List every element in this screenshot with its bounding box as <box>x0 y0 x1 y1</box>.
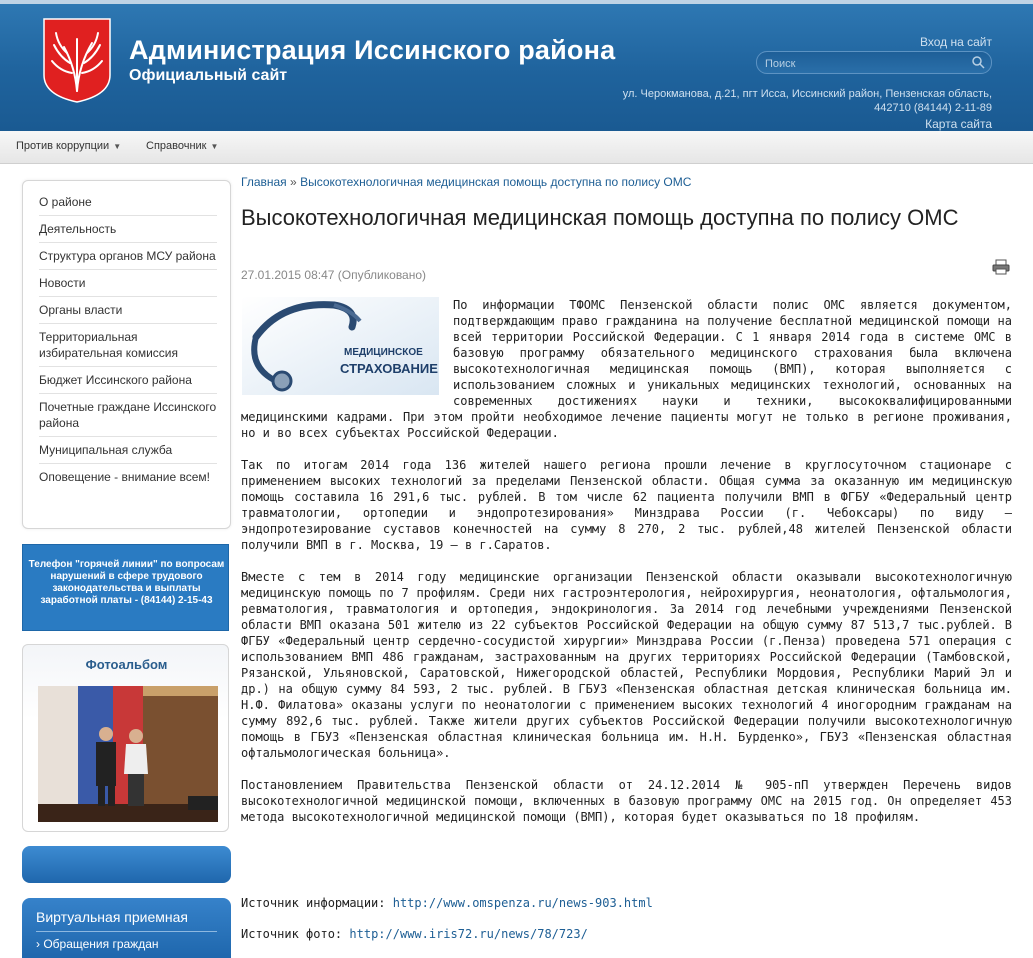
menu-item-label: Справочник <box>146 140 207 152</box>
article-paragraph: Так по итогам 2014 года 136 жителей нашего региона прошли лечение в круглосуточном стационаре с применением высоких технологий за пределами Пензенской области. Общая сумма за оказанную им медицинскую помощь составила 16 291,6 тыс. рублей. В том числе 62 пациента получили ВМП в ФГБУ «Федеральный центр травматологии, ортопедии и эндопротезирования» Минздрава России (г. Чебоксары) по виду – эндопротезирование суставов конечностей на сумму 8 270, 2 тыс. рублей,48 жителей Пензенской области получили ВМП в г. Москва, 19 – в г.Саратов. <box>241 458 1012 552</box>
article-body <box>241 297 1012 841</box>
sidebar-item-honorary-citizens[interactable]: Почетные граждане Иссинского района <box>39 394 217 437</box>
sidebar-item-budget[interactable]: Бюджет Иссинского района <box>39 367 217 394</box>
photo-album-image[interactable] <box>38 686 218 822</box>
menu-item-label: Против коррупции <box>16 140 110 152</box>
article-date: 27.01.2015 08:47 (Опубликовано) <box>241 268 427 282</box>
sidebar-item-municipal-service[interactable]: Муниципальная служба <box>39 437 217 464</box>
virtual-reception-widget <box>22 898 231 958</box>
photo-album-widget <box>22 644 229 832</box>
sidebar-item-about[interactable]: О районе <box>39 189 217 216</box>
sidebar-item-structure[interactable]: Структура органов МСУ района <box>39 243 217 270</box>
hotline-text: Телефон "горячей линии" по вопросам нарушений в сфере трудового законодательства и выплаты заработной платы - (84144) 2-15-43 <box>28 559 225 606</box>
breadcrumb-current[interactable]: Высокотехнологичная медицинская помощь доступна по полису ОМС <box>300 175 692 189</box>
coat-of-arms-logo[interactable] <box>42 17 112 103</box>
virtual-reception-title: Виртуальная приемная <box>36 909 188 925</box>
hotline-banner[interactable] <box>22 544 229 631</box>
search-box <box>756 51 992 74</box>
sidebar-item-alert[interactable]: Оповещение - внимание всем! <box>39 470 210 484</box>
chevron-down-icon: ▼ <box>113 142 122 151</box>
article-paragraph: Вместе с тем в 2014 году медицинские организации Пензенской области оказывали высокотехнологичную медицинскую помощь по 7 профилям. Среди них гастроэнтерология, нейрохирургия, неонатология, офтальмология, ревматология, травматология и ортопедия, эндокринология. За 2014 год лечебными учреждениями Пензенской области ВМП оказана 501 жителю из 22 субъектов Российской Федерации на общую сумму 87 513,7 тыс.рублей. В ФГБУ «Федеральный центр сердечно-сосудистой хирургии» Минздрава России (г.Пенза) проведена 571 операция с использованием ВМП 486 гражданам, застрахованным на других территориях Российской Федерации (Тамбовской, Рязанской, Ульяновской, Саратовской, Нижегородской областей, Республики Мордовия, Республики Марий Эл и др.) на общую сумму 84 593, 2 тыс. рублей. В ГБУЗ «Пензенская областная детская клиническая больница им. Н.Ф. Филатова» оказаны услуги по неонатологии с применением высоких технологий 4 иногородним гражданам на сумму 892,6 тыс. рублей. Также жители других субъектов Российской Федерации получили высокотехнологичную помощь в ГБУЗ «Пензенская областная клиническая больница им. Н.Н. Бурденко», ГБУЗ «Пензенская областная офтальмологическая больница». <box>241 570 1012 760</box>
search-input[interactable] <box>763 54 967 73</box>
sitemap-link[interactable]: Карта сайта <box>925 117 992 131</box>
illustration-caption-bottom: СТРАХОВАНИЕ <box>340 361 438 376</box>
sidebar-item-authorities[interactable]: Органы власти <box>39 297 217 324</box>
site-header <box>0 0 1033 131</box>
site-subtitle: Официальный сайт <box>129 67 288 84</box>
sidebar-item-election-commission[interactable]: Территориальная избирательная комиссия <box>39 324 217 367</box>
menu-item-anti-corruption[interactable] <box>16 140 121 152</box>
sidebar-item-news[interactable]: Новости <box>39 270 217 297</box>
sidebar-blue-banner[interactable] <box>22 846 231 883</box>
virtual-reception-link[interactable]: › Обращения граждан <box>36 937 159 951</box>
chevron-down-icon: ▼ <box>210 142 219 151</box>
article-paragraph: По информации ТФОМС Пензенской области полис ОМС является документом, подтверждающим право гражданина на получение бесплатной медицинской помощи на всей территории Российской Федерации. С 1 января 2014 года в системе ОМС в базовую программу обязательного медицинского страхования была включена высокотехнологичная медицинская помощь (ВМП), которая выполняется с использованием сложных и уникальных медицинских технологий, основанных на современных достижениях науки и техники, высококвалифицированными медицинскими кадрами. При этом пройти необходимое лечение пациенты могут не только в регионе проживания, но и во всех субъектах Российской Федерации. <box>241 298 1012 440</box>
sidebar-nav <box>22 180 231 529</box>
contact-address: ул. Черокманова, д.21, пгт Исса, Иссинский район, Пензенская область, 442710 (84144) 2-11-89 <box>622 88 992 114</box>
article-paragraph: Постановлением Правительства Пензенской области от 24.12.2014 № 905-пП утвержден Перечень видов высокотехнологичной медицинской помощи, включенных в базовую программу ОМС на 2015 год. Он определяет 453 метода высокотехнологичной медицинской помощи (ВМП), которая будет оказываться по 18 профилям. <box>241 778 1012 824</box>
breadcrumb <box>241 175 691 189</box>
image-float-spacer <box>241 297 453 395</box>
top-menu-bar <box>0 131 1033 164</box>
source-photo-label: Источник фото: <box>241 927 343 941</box>
photo-album-title[interactable]: Фотоальбом <box>85 657 168 672</box>
illustration-caption-top: МЕДИЦИНСКОЕ <box>344 347 423 358</box>
menu-item-directory[interactable] <box>146 140 218 152</box>
search-icon[interactable] <box>971 55 985 69</box>
print-icon[interactable] <box>992 259 1010 275</box>
source-info <box>241 896 653 910</box>
breadcrumb-separator: » <box>290 175 297 189</box>
source-info-label: Источник информации: <box>241 896 386 910</box>
site-title[interactable]: Администрация Иссинского района <box>129 35 616 65</box>
breadcrumb-home[interactable]: Главная <box>241 175 287 189</box>
article-title: Высокотехнологичная медицинская помощь доступна по полису ОМС <box>241 205 959 230</box>
header-top-line <box>0 0 1033 4</box>
source-photo-link[interactable]: http://www.iris72.ru/news/78/723/ <box>349 927 588 941</box>
sidebar-item-activity[interactable]: Деятельность <box>39 216 217 243</box>
source-info-link[interactable]: http://www.omspenza.ru/news-903.html <box>392 896 653 910</box>
source-photo <box>241 927 588 941</box>
login-link[interactable]: Вход на сайт <box>920 35 992 49</box>
divider <box>36 931 217 932</box>
